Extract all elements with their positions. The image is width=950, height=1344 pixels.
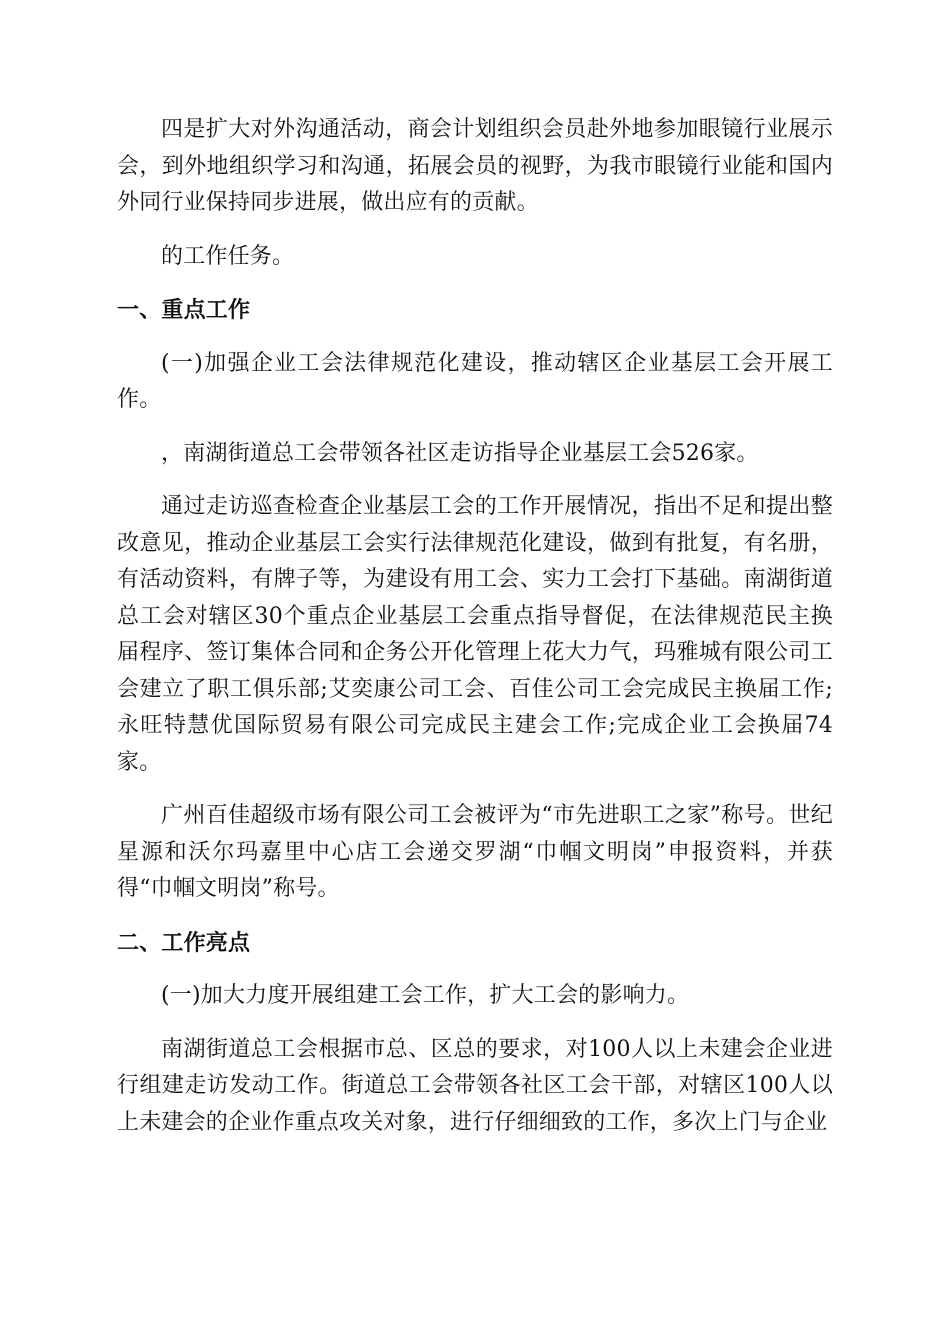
subheading-legal-standardization: (一)加强企业工会法律规范化建设，推动辖区企业基层工会开展工作。 [117, 350, 833, 412]
document-body [117, 112, 833, 1141]
paragraph-visits-526: ，南湖街道总工会带领各社区走访指导企业基层工会526家。 [161, 440, 759, 466]
section-heading-key-work: 一、重点工作 [117, 297, 251, 323]
paragraph-union-formation-details: 南湖街道总工会根据市总、区总的要求，对100人以上未建会企业进行组建走访发动工作。街道总工会带领各社区工会干部，对辖区100人以上未建会的企业作重点攻关对象，进行仔细细致的工作，多次上门与企业 [117, 1036, 833, 1135]
section-heading-highlights: 二、工作亮点 [117, 929, 251, 956]
paragraph-inspection-details: 通过走访巡查检查企业基层工会的工作开展情况，指出不足和提出整改意见，推动企业基层工会实行法律规范化建设，做到有批复，有名册，有活动资料，有牌子等，为建设有用工会、实力工会打下基础。南湖街道总工会对辖区30个重点企业基层工会重点指导督促，在法律规范民主换届程序、签订集体合同和企务公开化管理上花大力气，玛雅城有限公司工会建立了职工俱乐部;艾奕康公司工会、百佳公司工会完成民主换届工作;永旺特慧优国际贸易有限公司完成民主建会工作;完成企业工会换届74家。 [117, 494, 833, 775]
subheading-union-formation: (一)加大力度开展组建工会工作，扩大工会的影响力。 [161, 983, 690, 1008]
paragraph-work-tasks: 的工作任务。 [161, 243, 295, 269]
paragraph-awards: 广州百佳超级市场有限公司工会被评为“市先进职工之家”称号。世纪星源和沃尔玛嘉里中心店工会递交罗湖“巾帼文明岗”申报资料，并获得“巾帼文明岗”称号。 [117, 803, 833, 901]
paragraph-expand-outreach: 四是扩大对外沟通活动，商会计划组织会员赴外地参加眼镜行业展示会，到外地组织学习和沟通，拓展会员的视野，为我市眼镜行业能和国内外同行业保持同步进展，做出应有的贡献。 [117, 117, 833, 215]
